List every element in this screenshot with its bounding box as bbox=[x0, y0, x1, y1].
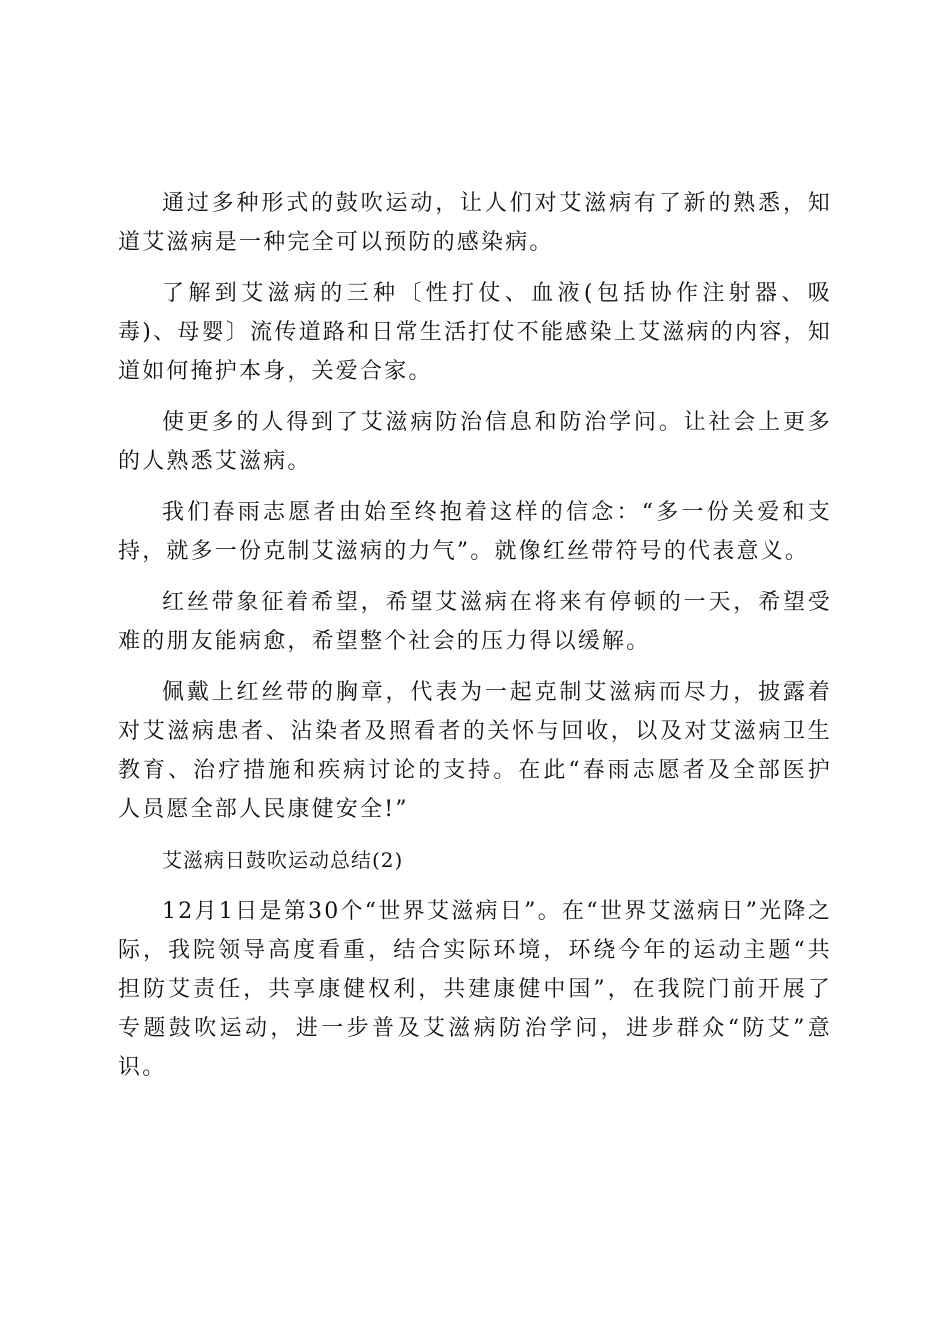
paragraph-red-ribbon-badge: 佩戴上红丝带的胸章，代表为一起克制艾滋病而尽力，披露着对艾滋病患者、沾染者及照看者的关怀与回收，以及对艾滋病卫生教育、治疗措施和疾病讨论的支持。在此“春雨志愿者及全部医护人员愿全部人民康健安全!” bbox=[118, 680, 832, 822]
paragraph-transmission-routes: 了解到艾滋病的三种〔性打仗、血液(包括协作注射器、吸毒)、母婴〕流传道路和日常生活打仗不能感染上艾滋病的内容，知道如何掩护本身，关爱合家。 bbox=[118, 281, 832, 384]
paragraph-volunteer-belief: 我们春雨志愿者由始至终抱着这样的信念：“多一份关爱和支持，就多一份克制艾滋病的力气”。就像红丝带符号的代表意义。 bbox=[118, 500, 832, 564]
section-heading: 艾滋病日鼓吹运动总结(2) bbox=[162, 848, 404, 872]
paragraph-red-ribbon-hope: 红丝带象征着希望，希望艾滋病在将来有停顿的一天，希望受难的朋友能病愈，希望整个社会的压力得以缓解。 bbox=[118, 590, 832, 654]
paragraph-world-aids-day: 12月1日是第30个“世界艾滋病日”。在“世界艾滋病日”光降之际，我院领导高度看重，结合实际环境，环绕今年的运动主题“共担防艾责任，共享康健权利，共建康健中国”，在我院门前开展了专题鼓吹运动，进一步普及艾滋病防治学问，进步群众“防艾”意识。 bbox=[118, 899, 832, 1080]
paragraph-awareness: 通过多种形式的鼓吹运动，让人们对艾滋病有了新的熟悉，知道艾滋病是一种完全可以预防的感染病。 bbox=[118, 191, 832, 255]
paragraph-prevention-knowledge: 使更多的人得到了艾滋病防治信息和防治学问。让社会上更多的人熟悉艾滋病。 bbox=[118, 410, 832, 474]
